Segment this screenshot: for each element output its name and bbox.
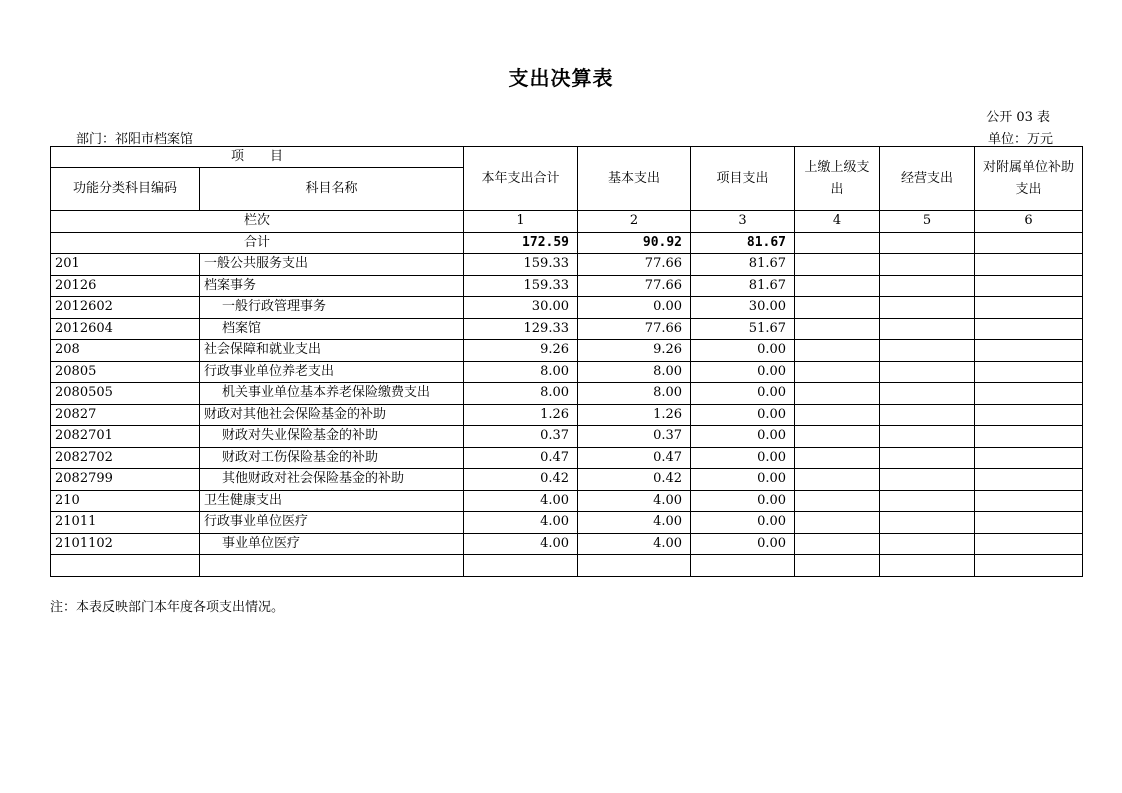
row-business: [880, 490, 975, 512]
unit-label: 单位：万元: [987, 132, 1053, 147]
row-name: 档案事务: [200, 275, 464, 297]
row-upper: [795, 340, 880, 362]
row-upper: [795, 490, 880, 512]
row-basic: 1.26: [578, 404, 691, 426]
row-code: 2080505: [51, 383, 200, 405]
row-code: 208: [51, 340, 200, 362]
row-project: 0.00: [691, 383, 795, 405]
row-code: 2082701: [51, 426, 200, 448]
row-upper: [795, 361, 880, 383]
row-project: 0.00: [691, 512, 795, 534]
table-row: [51, 361, 1083, 383]
row-total: 0.47: [464, 447, 578, 469]
row-total: 4.00: [464, 512, 578, 534]
row-project: 0.00: [691, 340, 795, 362]
row-project: 30.00: [691, 297, 795, 319]
row-code: [51, 555, 200, 577]
header-code: 功能分类科目编码: [51, 168, 200, 211]
row-upper: [795, 555, 880, 577]
row-basic: 77.66: [578, 275, 691, 297]
row-upper: [795, 404, 880, 426]
col-number-3: 3: [691, 211, 795, 233]
row-subsidy: [975, 254, 1083, 276]
row-subsidy: [975, 533, 1083, 555]
row-total: 159.33: [464, 275, 578, 297]
row-basic: [578, 555, 691, 577]
row-subsidy: [975, 426, 1083, 448]
row-business: [880, 512, 975, 534]
row-basic: 8.00: [578, 361, 691, 383]
row-subsidy: [975, 318, 1083, 340]
row-upper: [795, 533, 880, 555]
summary-business: [880, 232, 975, 254]
table-row: [51, 490, 1083, 512]
row-name: 机关事业单位基本养老保险缴费支出: [200, 383, 464, 405]
table-row: [51, 533, 1083, 555]
row-total: 4.00: [464, 490, 578, 512]
expenditure-table: [50, 146, 1083, 577]
row-basic: 77.66: [578, 318, 691, 340]
row-total: 129.33: [464, 318, 578, 340]
row-project: 81.67: [691, 275, 795, 297]
row-business: [880, 383, 975, 405]
summary-label: 合计: [51, 232, 464, 254]
row-code: 2101102: [51, 533, 200, 555]
row-subsidy: [975, 555, 1083, 577]
row-project: [691, 555, 795, 577]
row-name: 财政对其他社会保险基金的补助: [200, 404, 464, 426]
col-number-4: 4: [795, 211, 880, 233]
row-project: 81.67: [691, 254, 795, 276]
summary-project: 81.67: [691, 232, 795, 254]
row-basic: 4.00: [578, 512, 691, 534]
row-name: 其他财政对社会保险基金的补助: [200, 469, 464, 491]
row-upper: [795, 426, 880, 448]
table-row: [51, 254, 1083, 276]
table-row: [51, 426, 1083, 448]
row-name: 财政对工伤保险基金的补助: [200, 447, 464, 469]
row-code: 20827: [51, 404, 200, 426]
summary-total: 172.59: [464, 232, 578, 254]
row-code: 21011: [51, 512, 200, 534]
row-business: [880, 275, 975, 297]
row-code: 210: [51, 490, 200, 512]
row-basic: 4.00: [578, 533, 691, 555]
row-basic: 9.26: [578, 340, 691, 362]
row-name: 档案馆: [200, 318, 464, 340]
row-total: 30.00: [464, 297, 578, 319]
row-basic: 8.00: [578, 383, 691, 405]
row-upper: [795, 318, 880, 340]
header-item: 项 目: [51, 147, 464, 168]
row-code: 2012604: [51, 318, 200, 340]
row-name: [200, 555, 464, 577]
row-project: 0.00: [691, 533, 795, 555]
table-row: [51, 383, 1083, 405]
row-business: [880, 426, 975, 448]
row-project: 0.00: [691, 469, 795, 491]
header-subsidy: 对附属单位补助支出: [975, 147, 1083, 211]
row-business: [880, 318, 975, 340]
row-name: 卫生健康支出: [200, 490, 464, 512]
row-upper: [795, 275, 880, 297]
footnote: 注：本表反映部门本年度各项支出情况。: [50, 600, 285, 615]
row-total: 0.37: [464, 426, 578, 448]
row-project: 0.00: [691, 447, 795, 469]
row-number-label: 栏次: [51, 211, 464, 233]
table-row: [51, 447, 1083, 469]
row-name: 行政事业单位养老支出: [200, 361, 464, 383]
header-name: 科目名称: [200, 168, 464, 211]
row-project: 0.00: [691, 490, 795, 512]
col-number-2: 2: [578, 211, 691, 233]
table-row: [51, 404, 1083, 426]
row-subsidy: [975, 512, 1083, 534]
row-business: [880, 361, 975, 383]
header-project: 项目支出: [691, 147, 795, 211]
row-basic: 0.00: [578, 297, 691, 319]
row-subsidy: [975, 404, 1083, 426]
row-total: 4.00: [464, 533, 578, 555]
row-code: 2012602: [51, 297, 200, 319]
row-name: 一般行政管理事务: [200, 297, 464, 319]
row-code: 20126: [51, 275, 200, 297]
table-row: [51, 512, 1083, 534]
row-subsidy: [975, 297, 1083, 319]
row-basic: 0.37: [578, 426, 691, 448]
row-basic: 0.42: [578, 469, 691, 491]
table-row: [51, 340, 1083, 362]
row-subsidy: [975, 447, 1083, 469]
col-number-6: 6: [975, 211, 1083, 233]
header-basic: 基本支出: [578, 147, 691, 211]
row-code: 201: [51, 254, 200, 276]
header-business: 经营支出: [880, 147, 975, 211]
row-business: [880, 469, 975, 491]
row-project: 0.00: [691, 404, 795, 426]
header-total: 本年支出合计: [464, 147, 578, 211]
col-number-5: 5: [880, 211, 975, 233]
row-business: [880, 254, 975, 276]
row-subsidy: [975, 340, 1083, 362]
row-business: [880, 404, 975, 426]
row-business: [880, 533, 975, 555]
summary-subsidy: [975, 232, 1083, 254]
row-name: 一般公共服务支出: [200, 254, 464, 276]
summary-upper: [795, 232, 880, 254]
header-upper: 上缴上级支出: [795, 147, 880, 211]
row-project: 0.00: [691, 426, 795, 448]
table-row: [51, 275, 1083, 297]
row-code: 2082799: [51, 469, 200, 491]
page-title: 支出决算表: [508, 66, 614, 90]
row-total: 8.00: [464, 383, 578, 405]
row-total: 9.26: [464, 340, 578, 362]
row-name: 社会保障和就业支出: [200, 340, 464, 362]
row-total: 159.33: [464, 254, 578, 276]
row-upper: [795, 469, 880, 491]
row-business: [880, 297, 975, 319]
row-basic: 0.47: [578, 447, 691, 469]
row-code: 20805: [51, 361, 200, 383]
col-number-1: 1: [464, 211, 578, 233]
row-project: 51.67: [691, 318, 795, 340]
form-number: 公开 03 表: [986, 110, 1050, 125]
row-name: 事业单位医疗: [200, 533, 464, 555]
row-subsidy: [975, 361, 1083, 383]
summary-row: [51, 232, 1083, 254]
table-row: [51, 469, 1083, 491]
row-upper: [795, 512, 880, 534]
row-basic: 77.66: [578, 254, 691, 276]
row-upper: [795, 383, 880, 405]
row-total: 8.00: [464, 361, 578, 383]
table-row: [51, 318, 1083, 340]
row-total: [464, 555, 578, 577]
department-label: 部门：祁阳市档案馆: [76, 132, 194, 147]
row-subsidy: [975, 490, 1083, 512]
row-business: [880, 555, 975, 577]
table-row: [51, 555, 1083, 577]
row-name: 财政对失业保险基金的补助: [200, 426, 464, 448]
row-name: 行政事业单位医疗: [200, 512, 464, 534]
row-upper: [795, 297, 880, 319]
row-basic: 4.00: [578, 490, 691, 512]
summary-basic: 90.92: [578, 232, 691, 254]
row-subsidy: [975, 275, 1083, 297]
table-row: [51, 297, 1083, 319]
row-upper: [795, 254, 880, 276]
row-upper: [795, 447, 880, 469]
row-code: 2082702: [51, 447, 200, 469]
row-total: 0.42: [464, 469, 578, 491]
row-subsidy: [975, 469, 1083, 491]
row-project: 0.00: [691, 361, 795, 383]
row-business: [880, 447, 975, 469]
row-business: [880, 340, 975, 362]
row-total: 1.26: [464, 404, 578, 426]
row-subsidy: [975, 383, 1083, 405]
